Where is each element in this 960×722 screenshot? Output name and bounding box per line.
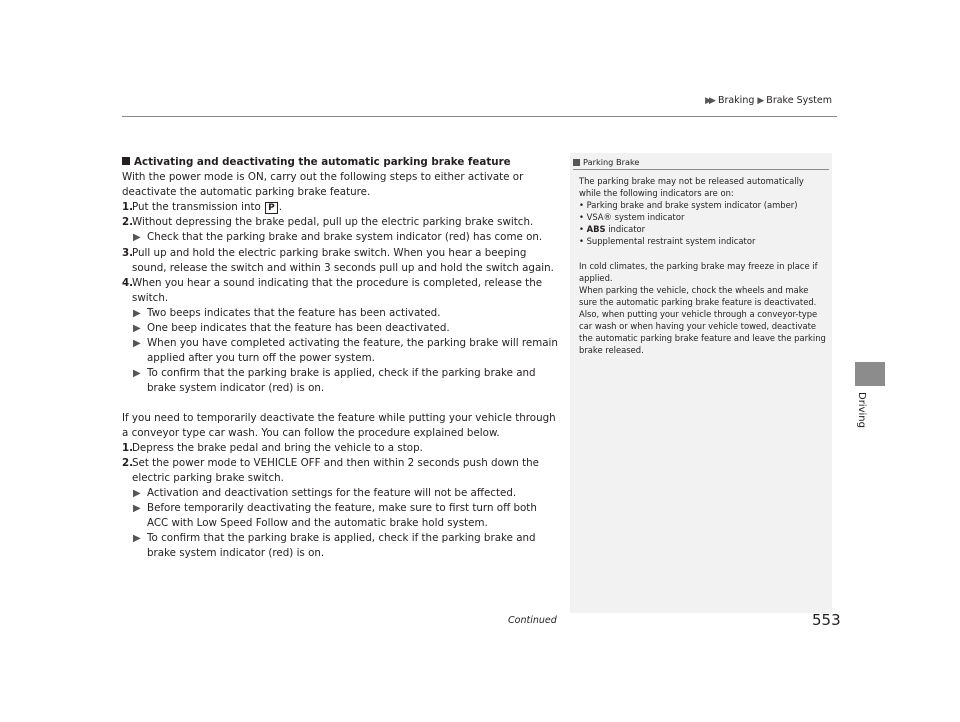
note-icon	[573, 159, 580, 166]
sub-item: ▶ To confirm that the parking brake is applied, check if the parking brake and brake system indicator (red) is on.	[133, 367, 536, 395]
note-paragraph: When parking the vehicle, chock the wheels and make sure the automatic parking brake feature is deactivated.	[579, 284, 817, 307]
step-item: 4. When you hear a sound indicating that the procedure is completed, release the switch.	[122, 276, 543, 304]
breadcrumb	[705, 95, 832, 106]
main-content	[122, 155, 558, 561]
note-title: Parking Brake	[583, 157, 640, 167]
note-body	[579, 175, 827, 356]
arrow-icon: ▶	[133, 368, 141, 380]
note-bullet: • Parking brake and brake system indicator (amber)	[579, 200, 798, 211]
sub-item: ▶ Before temporarily deactivating the feature, make sure to first turn off both ACC with Low Speed Follow and the automatic brake hold system.	[133, 502, 537, 530]
gear-p-icon: P	[265, 202, 278, 214]
note-bullet: • VSA® system indicator	[579, 212, 685, 223]
breadcrumb-level1[interactable]: Braking	[717, 95, 755, 106]
step-item: 2. Without depressing the brake pedal, pull up the electric parking brake switch.	[122, 216, 534, 229]
breadcrumb-arrow-icon: ▶	[757, 95, 762, 106]
spacer	[579, 248, 827, 260]
header-divider	[122, 116, 837, 117]
step-item: 1. Depress the brake pedal and bring the vehicle to a stop.	[122, 441, 423, 454]
car-wash-paragraph: If you need to temporarily deactivate the feature while putting your vehicle through a conveyor type car wash. You can follow the procedure explained below.	[122, 411, 556, 439]
square-bullet-icon	[122, 157, 130, 165]
arrow-icon: ▶	[133, 338, 141, 350]
continued-label: Continued	[508, 615, 557, 626]
intro-paragraph: With the power mode is ON, carry out the following steps to either activate or deactivate the automatic parking brake feature.	[122, 171, 524, 199]
section-heading: Activating and deactivating the automatic parking brake feature	[122, 155, 558, 170]
note-header	[573, 157, 829, 170]
side-tab-marker	[855, 362, 885, 386]
step-item: 3. Pull up and hold the electric parking brake switch. When you hear a beeping sound, release the switch and within 3 seconds pull up and hold the switch again.	[122, 246, 554, 274]
sub-item: ▶ To confirm that the parking brake is applied, check if the parking brake and brake system indicator (red) is on.	[133, 532, 536, 560]
arrow-icon: ▶	[133, 487, 141, 499]
note-intro: The parking brake may not be released automatically while the following indicators are on:	[579, 176, 804, 199]
note-paragraph: Also, when putting your vehicle through a conveyor-type car wash or when having your vehicle towed, deactivate the automatic parking brake feature and leave the parking brake released.	[579, 308, 826, 356]
step-item: 2. Set the power mode to VEHICLE OFF and then within 2 seconds push down the electric parking brake switch.	[122, 456, 540, 484]
side-tab-label[interactable]: Driving	[856, 392, 867, 428]
note-bullet: • ABS indicator	[579, 224, 646, 235]
arrow-icon: ▶	[133, 533, 141, 545]
sub-item: ▶ Activation and deactivation settings for the feature will not be affected.	[122, 486, 558, 501]
sub-item: ▶ One beep indicates that the feature has been deactivated.	[122, 321, 558, 336]
arrow-icon: ▶	[133, 503, 141, 515]
sub-item: ▶ Two beeps indicates that the feature has been activated.	[122, 306, 558, 321]
spacer	[122, 397, 558, 411]
step-item: 1. Put the transmission into P .	[122, 201, 282, 214]
page-number: 553	[812, 611, 841, 629]
abs-label: ABS	[586, 224, 606, 235]
breadcrumb-level2[interactable]: Brake System	[766, 95, 832, 106]
breadcrumb-arrow-icon: ▶▶	[705, 95, 713, 106]
note-paragraph: In cold climates, the parking brake may freeze in place if applied.	[579, 260, 818, 283]
arrow-icon: ▶	[133, 323, 141, 335]
sub-item: ▶ When you have completed activating the feature, the parking brake will remain applied after you turn off the power system.	[133, 337, 558, 365]
arrow-icon: ▶	[133, 307, 141, 319]
note-bullet: • Supplemental restraint system indicator	[579, 236, 756, 247]
arrow-icon: ▶	[133, 232, 141, 244]
sub-item: ▶ Check that the parking brake and brake system indicator (red) has come on.	[122, 230, 558, 245]
